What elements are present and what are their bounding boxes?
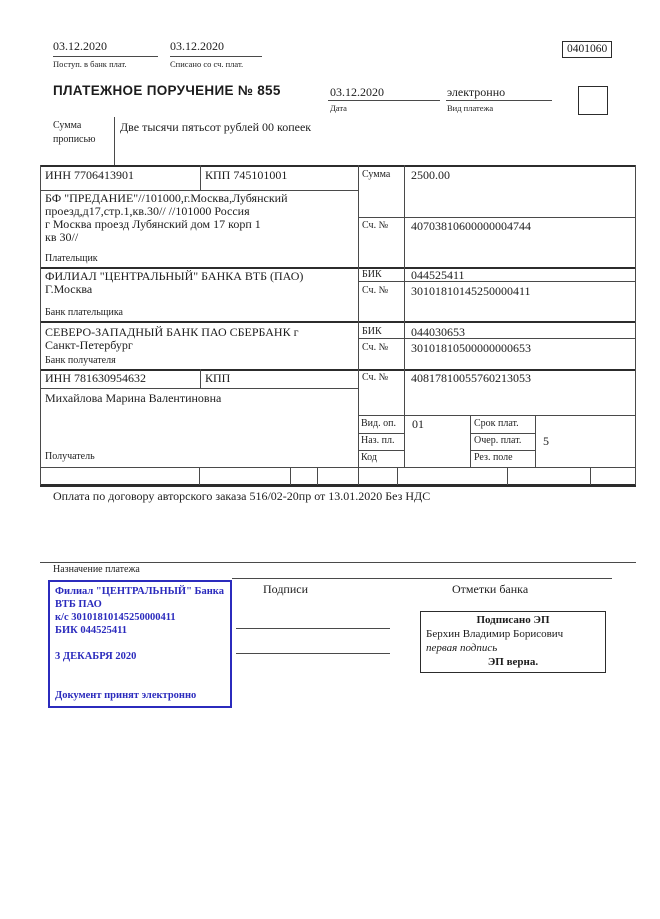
payee-bank-bik-label: БИК bbox=[362, 326, 382, 337]
payment-purpose-section-label: Назначение платежа bbox=[53, 564, 140, 575]
stamp-line: БИК 044525411 bbox=[55, 625, 128, 636]
payee-section-label: Получатель bbox=[45, 451, 95, 462]
stamp-gap bbox=[55, 637, 225, 650]
form-code: 0401060 bbox=[567, 43, 608, 55]
term-label: Срок плат. bbox=[474, 418, 519, 429]
line bbox=[53, 56, 158, 57]
line bbox=[199, 467, 200, 485]
document-date: 03.12.2020 bbox=[330, 85, 384, 99]
pay-purpose-code-label: Наз. пл. bbox=[361, 435, 395, 446]
payer-bank-section-label: Банк плательщика bbox=[45, 307, 123, 318]
line bbox=[200, 369, 201, 388]
line bbox=[535, 415, 536, 467]
payer-bank-bik-label: БИК bbox=[362, 269, 382, 280]
line bbox=[470, 433, 535, 434]
line bbox=[40, 165, 636, 167]
payer-bank-bik-value: 044525411 bbox=[411, 268, 465, 282]
payer-kpp: КПП 745101001 bbox=[205, 168, 288, 182]
document-title: ПЛАТЕЖНОЕ ПОРУЧЕНИЕ № 855 bbox=[53, 83, 281, 98]
payee-name: Михайлова Марина Валентиновна bbox=[45, 391, 222, 405]
bank-marks-label: Отметки банка bbox=[452, 582, 529, 596]
stamp-line: Филиал "ЦЕНТРАЛЬНЫЙ" Банка bbox=[55, 586, 224, 597]
debited-from-account-date: 03.12.2020 bbox=[170, 39, 224, 53]
stamp-date: 3 ДЕКАБРЯ 2020 bbox=[55, 651, 137, 662]
line bbox=[317, 467, 318, 485]
code-label: Код bbox=[361, 452, 377, 463]
payment-purpose-text: Оплата по договору авторского заказа 516/02-20пр от 13.01.2020 Без НДС bbox=[53, 489, 431, 503]
line bbox=[590, 467, 591, 485]
esignature-subtitle: первая подпись bbox=[426, 642, 498, 654]
priority-label: Очер. плат. bbox=[474, 435, 522, 446]
line bbox=[358, 433, 404, 434]
line bbox=[232, 578, 612, 579]
line bbox=[470, 415, 471, 467]
payment-kind-value: электронно bbox=[447, 85, 506, 99]
line bbox=[635, 165, 636, 485]
payer-account-label: Сч. № bbox=[362, 220, 389, 231]
received-in-bank-date: 03.12.2020 bbox=[53, 39, 107, 53]
payee-bank-account-label: Сч. № bbox=[362, 342, 389, 353]
payer-account-value: 40703810600000004744 bbox=[411, 219, 531, 233]
payee-bank-bik-value: 044030653 bbox=[411, 325, 465, 339]
esignature-name: Берхин Владимир Борисович bbox=[426, 628, 564, 640]
line bbox=[290, 467, 291, 485]
signature-line bbox=[236, 628, 390, 629]
payer-name-line: г Москва проезд Лубянский дом 17 корп 1 bbox=[45, 217, 261, 231]
line bbox=[358, 415, 636, 416]
stamp-status: Документ принят электронно bbox=[55, 690, 197, 701]
stamp-line: к/с 30101810145250000411 bbox=[55, 612, 176, 623]
payer-name-line: БФ "ПРЕДАНИЕ"//101000,г.Москва,Лубянский bbox=[45, 191, 288, 205]
line bbox=[507, 467, 508, 485]
payment-kind-label: Вид платежа bbox=[447, 103, 494, 113]
esignature-title: Подписано ЭП bbox=[476, 614, 550, 626]
esignature-box bbox=[420, 611, 606, 673]
line bbox=[40, 388, 358, 389]
empty-code-box bbox=[578, 86, 608, 115]
signature-line bbox=[236, 653, 390, 654]
line bbox=[358, 217, 636, 218]
line bbox=[397, 467, 398, 485]
op-kind-value: 01 bbox=[412, 417, 424, 431]
payer-inn: ИНН 7706413901 bbox=[45, 168, 134, 182]
line bbox=[404, 165, 405, 467]
line bbox=[40, 484, 636, 487]
line bbox=[358, 281, 636, 282]
line bbox=[470, 450, 535, 451]
payer-bank-account-value: 30101810145250000411 bbox=[411, 284, 531, 298]
payer-name-line: проезд,д17,стр.1,кв.30// //101000 Россия bbox=[45, 204, 250, 218]
line bbox=[358, 338, 636, 339]
payee-account-label: Сч. № bbox=[362, 372, 389, 383]
payer-name-line: кв 30// bbox=[45, 230, 79, 244]
payee-account-value: 40817810055760213053 bbox=[411, 371, 531, 385]
line bbox=[446, 100, 552, 101]
payee-bank-name-line: Санкт-Петербург bbox=[45, 338, 133, 352]
amount-words-label-line2: прописью bbox=[53, 134, 96, 145]
payer-bank-name-line: Г.Москва bbox=[45, 282, 93, 296]
amount-words-label-line1: Сумма bbox=[53, 120, 82, 131]
payer-bank-name-line: ФИЛИАЛ "ЦЕНТРАЛЬНЫЙ" БАНКА ВТБ (ПАО) bbox=[45, 269, 304, 283]
op-kind-label: Вид. оп. bbox=[361, 418, 396, 429]
stamp-line: ВТБ ПАО bbox=[55, 599, 102, 610]
received-in-bank-label: Поступ. в банк плат. bbox=[53, 59, 127, 69]
line bbox=[358, 450, 404, 451]
line bbox=[40, 165, 41, 485]
date-label: Дата bbox=[330, 103, 347, 113]
esignature-verified: ЭП верна. bbox=[487, 656, 539, 668]
payee-bank-section-label: Банк получателя bbox=[45, 355, 116, 366]
line bbox=[170, 56, 262, 57]
debited-from-account-label: Списано со сч. плат. bbox=[170, 59, 244, 69]
payee-inn: ИНН 781630954632 bbox=[45, 371, 146, 385]
line bbox=[40, 562, 636, 563]
line bbox=[40, 467, 636, 468]
line bbox=[40, 321, 636, 323]
payer-section-label: Плательщик bbox=[45, 253, 98, 264]
signatures-label: Подписи bbox=[263, 582, 309, 596]
line bbox=[114, 117, 115, 165]
payer-bank-account-label: Сч. № bbox=[362, 285, 389, 296]
amount-words-value: Две тысячи пятьсот рублей 00 копеек bbox=[120, 120, 312, 134]
form-code-box bbox=[562, 41, 612, 58]
line bbox=[358, 165, 359, 485]
line bbox=[328, 100, 440, 101]
payee-bank-account-value: 30101810500000000653 bbox=[411, 341, 531, 355]
line bbox=[200, 165, 201, 190]
payee-bank-name-line: СЕВЕРО-ЗАПАДНЫЙ БАНК ПАО СБЕРБАНК г bbox=[45, 325, 299, 339]
priority-value: 5 bbox=[543, 434, 549, 448]
reserve-label: Рез. поле bbox=[474, 452, 513, 463]
sum-label: Сумма bbox=[362, 169, 391, 180]
sum-value: 2500.00 bbox=[411, 168, 450, 182]
bank-acceptance-stamp bbox=[48, 580, 232, 708]
payee-kpp: КПП bbox=[205, 371, 231, 385]
